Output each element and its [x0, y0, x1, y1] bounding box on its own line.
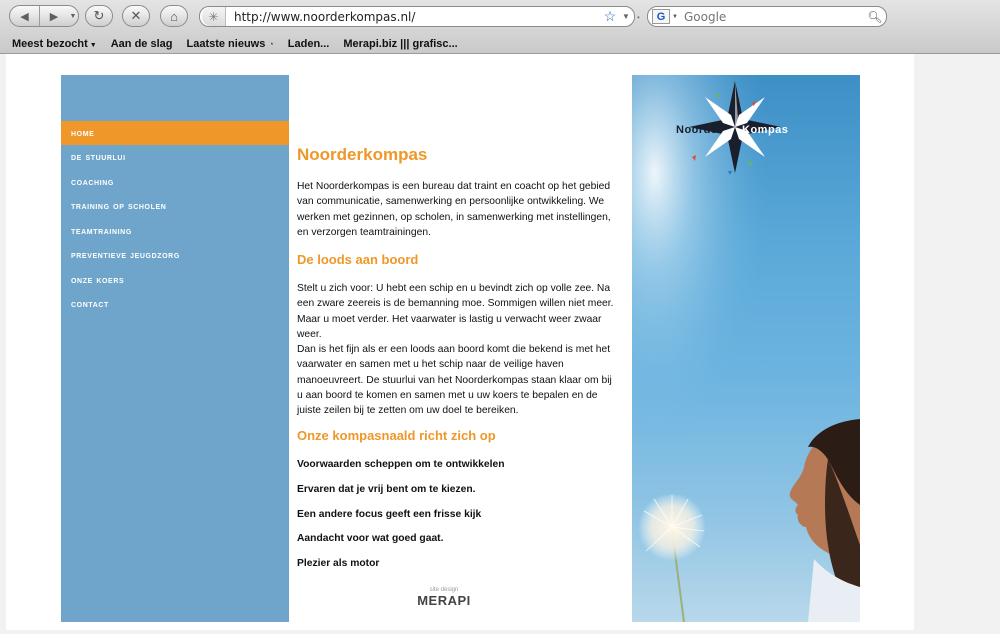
history-dropdown-icon[interactable]: ▼ [69, 12, 77, 20]
heading-loods-aan-boord: De loods aan boord [297, 252, 419, 267]
search-input[interactable] [680, 10, 864, 24]
toolbar-grip-icon: • [637, 13, 640, 22]
sidebar [61, 75, 289, 622]
point-item: Plezier als motor [297, 558, 380, 569]
point-item: Ervaren dat je vrij bent om te kiezen. [297, 484, 476, 495]
stop-icon[interactable]: ✕ [122, 5, 150, 27]
search-engine-dropdown-icon[interactable]: ▼ [672, 13, 678, 20]
menu-item-coaching[interactable]: coaching [71, 175, 114, 188]
forward-icon[interactable]: ▶ [39, 6, 68, 26]
logo-text-noorder: Noorder [676, 124, 723, 136]
point-item: Een andere focus geeft een frisse kijk [297, 509, 482, 520]
menu-item-contact[interactable]: contact [71, 298, 109, 311]
bookmark-meest-bezocht[interactable]: Meest bezocht ▼ [12, 37, 97, 50]
loods-paragraph-2: Dan is het fijn als er een loods aan boord komt die bekend is met het vaarwater en samen met u het schip naar de veilige haven manoeuvreert. De stuurlui van het Noorderkompas staan klaar om bij u aan boord te komen en samen met u uw koers te bepalen en de juiste zeilen bij te zetten om uw doel te bereiken. [297, 344, 612, 417]
url-dropdown-icon[interactable]: ▼ [622, 12, 630, 21]
main-content [289, 75, 632, 622]
loods-paragraph-1: Stelt u zich voor: U hebt een schip en u bevindt zich op volle zee. Na een zware zeereis is de bemanning moe. Sommigen willen niet meer. Maar u moet verder. Het vaarwater is lastig u verwacht weer zwaar weer. [297, 283, 614, 340]
menu-item-preventieve-jeugdzorg[interactable]: preventieve jeugdzorg [71, 249, 180, 262]
back-icon[interactable]: ◀ [20, 10, 29, 23]
bookmark-aan-de-slag[interactable]: Aan de slag [110, 37, 173, 50]
heading-kompasnaald: Onze kompasnaald richt zich op [297, 428, 496, 443]
page-title: Noorderkompas [297, 145, 428, 164]
bookmark-merapi[interactable]: Merapi.biz ||| grafisc... [343, 37, 458, 50]
merapi-logo: MERAPI [417, 593, 471, 608]
navigation-toolbar [0, 0, 1000, 34]
chevron-down-icon: ▼ [89, 41, 97, 49]
menu-item-home[interactable]: home [61, 121, 289, 145]
menu-item-onze-koers[interactable]: onze koers [71, 273, 125, 286]
rss-feed-icon: ◔ [268, 38, 274, 49]
home-icon[interactable]: ⌂ [160, 5, 188, 27]
point-item: Voorwaarden scheppen om te ontwikkelen [297, 459, 505, 470]
point-item: Aandacht voor wat goed gaat. [297, 533, 444, 544]
menu-item-de-stuurlui[interactable]: de stuurlui [71, 151, 126, 164]
menu-item-teamtraining[interactable]: teamtraining [71, 224, 132, 237]
bookmark-star-icon[interactable]: ☆ [603, 8, 617, 24]
page-viewport [0, 54, 1000, 634]
bookmarks-toolbar [0, 34, 1000, 53]
back-forward-control [9, 5, 79, 27]
intro-paragraph: Het Noorderkompas is een bureau dat traint en coacht op het gebied van communicatie, samenwerking en persoonlijke ontwikkeling. We werken met gezinnen, op scholen, in samenwerking met instellingen, en verzorgen teamtrainingen. [297, 181, 611, 238]
header-photo [632, 75, 860, 622]
bookmark-laatste-nieuws[interactable]: Laatste nieuws ◔ [186, 37, 274, 50]
site-identity-icon[interactable]: ✳ [202, 7, 226, 26]
address-bar[interactable] [199, 6, 635, 27]
photo-illustration [632, 75, 860, 622]
site-credit-caption: site design [429, 587, 459, 593]
browser-chrome [0, 0, 1000, 54]
search-bar [647, 6, 887, 27]
url-text[interactable]: http://www.noorderkompas.nl/ [234, 9, 416, 24]
menu-item-training-op-scholen[interactable]: training op scholen [71, 200, 167, 213]
main-menu [61, 121, 289, 317]
search-engine-icon[interactable]: G [652, 9, 670, 24]
reload-icon[interactable]: ↻ [85, 5, 113, 27]
bookmark-laden[interactable]: Laden... [287, 37, 330, 50]
search-icon[interactable]: 🔍︎ [867, 9, 883, 24]
site-credit[interactable] [409, 587, 479, 608]
logo-text-kompas: Kompas [742, 124, 789, 136]
